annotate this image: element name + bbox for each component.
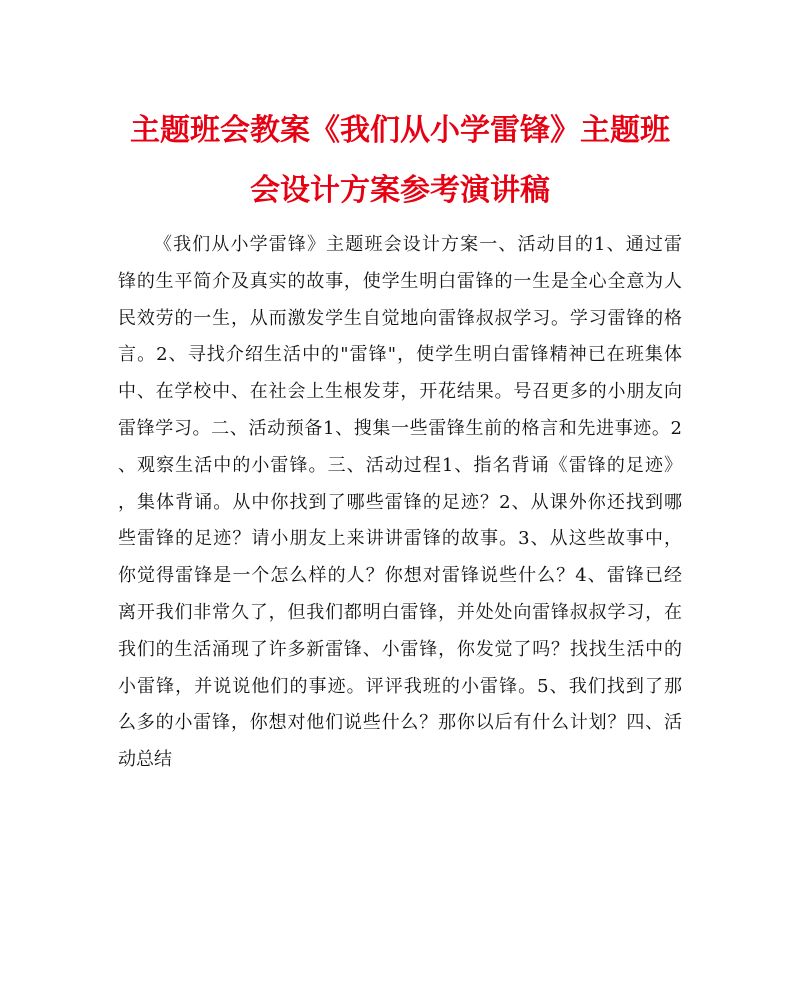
body-line: ，集体背诵。从中你找到了哪些雷锋的足迹？2、从课外你还找到哪	[118, 491, 682, 513]
body-line: 、观察生活中的小雷锋。三、活动过程1、指名背诵《雷锋的足迹》	[118, 454, 682, 476]
body-line: 离开我们非常久了，但我们都明白雷锋，并处处向雷锋叔叔学习，在	[118, 601, 682, 623]
document-body	[118, 227, 682, 779]
body-line: 些雷锋的足迹？请小朋友上来讲讲雷锋的故事。3、从这些故事中，	[118, 528, 682, 550]
document-title	[118, 101, 682, 221]
title-line: 会设计方案参考演讲稿	[250, 173, 550, 208]
body-line: 言。2、寻找介绍生活中的"雷锋"，使学生明白雷锋精神已在班集体	[118, 344, 682, 366]
body-line: 雷锋学习。二、活动预备1、搜集一些雷锋生前的格言和先进事迹。2	[118, 417, 682, 439]
body-line: 锋的生平简介及真实的故事，使学生明白雷锋的一生是全心全意为人	[118, 270, 682, 292]
body-line: 民效劳的一生，从而激发学生自觉地向雷锋叔叔学习。学习雷锋的格	[118, 307, 682, 329]
body-line: 么多的小雷锋，你想对他们说些什么？那你以后有什么计划？四、活	[118, 712, 682, 734]
body-line: 小雷锋，并说说他们的事迹。评评我班的小雷锋。5、我们找到了那	[118, 675, 682, 697]
title-line: 主题班会教案《我们从小学雷锋》主题班	[130, 113, 670, 148]
body-line: 中、在学校中、在社会上生根发芽，开花结果。号召更多的小朋友向	[118, 381, 682, 403]
body-line: 你觉得雷锋是一个怎么样的人？你想对雷锋说些什么？4、雷锋已经	[118, 565, 682, 587]
body-line: 《我们从小学雷锋》主题班会设计方案一、活动目的1、通过雷	[154, 234, 682, 255]
body-line: 我们的生活涌现了许多新雷锋、小雷锋，你发觉了吗？找找生活中的	[118, 638, 682, 660]
body-line: 动总结	[118, 749, 172, 771]
